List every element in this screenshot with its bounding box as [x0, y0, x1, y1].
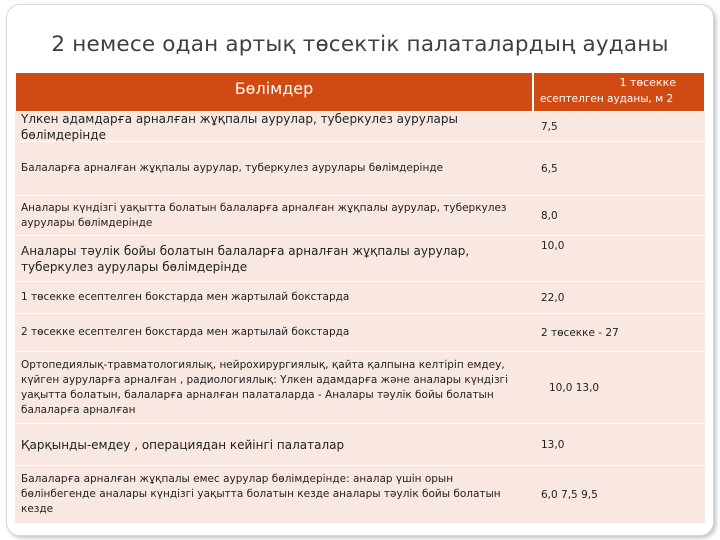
area-cell: 10,0 13,0	[549, 381, 600, 394]
table-header	[15, 72, 705, 112]
department-cell: 2 төсекке есептелген бокстарда мен жартылай бокстарда	[21, 326, 350, 338]
header-area-line2: есептелген ауданы, м 2	[540, 93, 674, 105]
department-cell: Ортопедиялық-травматологиялық, нейрохирургиялық, қайта қалпына келтіріп емдеу, күйген ауруларға арналған , радиологиялық: Үлкен адамдарға және аналары күндізгі уақытта болатын, балаларға арналған палаталарда - Аналары тәулік бойы болатын балаларға арналған	[21, 358, 508, 416]
department-cell: 1 төсекке есептелген бокстарда мен жартылай бокстарда	[21, 291, 350, 303]
header-departments: Бөлімдер	[15, 72, 533, 112]
table-row	[15, 142, 705, 196]
department-cell: Қарқынды-емдеу , операциядан кейінгі палаталар	[21, 437, 345, 452]
table-row	[15, 352, 705, 424]
table-row	[15, 424, 705, 466]
area-cell: 6,0 7,5 9,5	[541, 488, 598, 501]
table-row	[15, 314, 705, 352]
table-row	[15, 282, 705, 314]
header-area-line1: 1 төсекке	[619, 76, 676, 89]
page-title: 2 немесе одан артық төсектік палаталардың ауданы	[51, 32, 669, 57]
department-cell: Аналары тәулік бойы болатын балаларға арналған жұқпалы аурулар, туберкулез аурулары бөлімдерінде	[21, 243, 470, 274]
department-cell: Балаларға арналған жұқпалы аурулар, туберкулез аурулары бөлімдерінде	[21, 162, 444, 174]
area-cell: 13,0	[541, 438, 565, 451]
table-row	[15, 196, 705, 236]
table-row	[15, 236, 705, 282]
table-row	[15, 112, 705, 142]
area-cell: 6,5	[541, 162, 558, 175]
department-cell: Аналары күндізгі уақытта болатын балаларға арналған жұқпалы аурулар, туберкулез аурулары бөлімдерінде	[21, 201, 507, 229]
department-cell: Үлкен адамдарға арналған жұқпалы аурулар, туберкулез аурулары бөлімдерінде	[21, 111, 458, 142]
header-area	[533, 72, 705, 112]
area-cell: 10,0	[541, 240, 565, 252]
table-row	[15, 466, 705, 524]
area-cell: 8,0	[541, 209, 558, 222]
area-cell: 7,5	[541, 120, 558, 133]
area-cell: 22,0	[541, 291, 565, 304]
area-cell: 2 төсекке - 27	[541, 326, 619, 339]
department-cell: Балаларға арналған жұқпалы емес аурулар бөлімдерінде: аналар үшін орын бөлінбегенде аналары күндізгі уақытта болатын кезде аналары тәулік бойы болатын кезде	[21, 473, 501, 515]
